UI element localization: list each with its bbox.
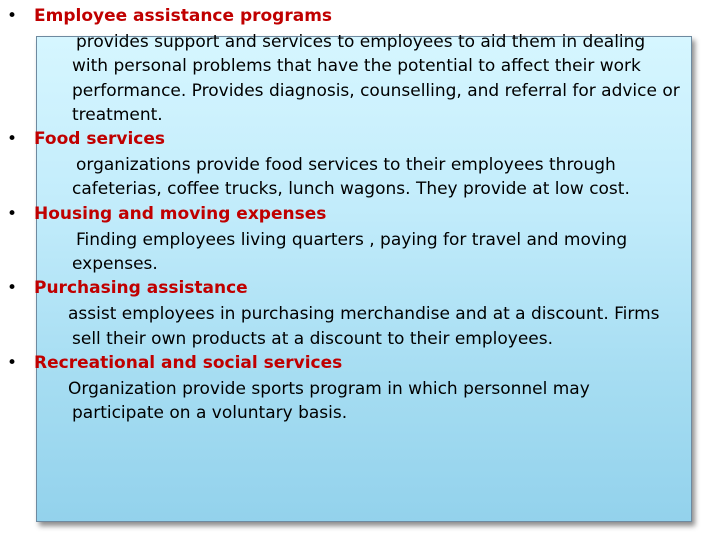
bullet-icon: • [6, 6, 18, 26]
item-heading: Housing and moving expenses [34, 203, 327, 224]
bullet-icon: • [6, 278, 18, 299]
list-item-housing-moving [0, 202, 700, 277]
item-description: provides support and services to employees to aid them in dealing with personal problems that have the potential to affect their work performance. Provides diagnosis, counselling, and referral for advice or treatment. [72, 32, 680, 125]
item-heading: Purchasing assistance [34, 278, 248, 299]
item-description: Organization provide sports program in which personnel may participate on a voluntary basis. [68, 379, 590, 424]
item-heading: Employee assistance programs [34, 6, 333, 26]
bullet-icon: • [6, 352, 18, 373]
item-description: organizations provide food services to their employees through cafeterias, coffee trucks, lunch wagons. They provide at low cost. [72, 155, 630, 200]
bullet-icon: • [6, 129, 18, 150]
list-item-employee-assistance [0, 4, 700, 127]
bullet-list [0, 4, 700, 425]
item-description: Finding employees living quarters , paying for travel and moving expenses. [72, 229, 628, 275]
item-description: assist employees in purchasing merchandise and at a discount. Firms sell their own products at a discount to their employees. [68, 304, 660, 349]
list-item-recreational-social [0, 351, 700, 426]
item-heading: Food services [34, 129, 166, 150]
item-heading: Recreational and social services [34, 352, 343, 373]
list-item-food-services [0, 127, 700, 202]
list-item-purchasing-assistance [0, 276, 700, 351]
bullet-icon: • [6, 203, 18, 224]
